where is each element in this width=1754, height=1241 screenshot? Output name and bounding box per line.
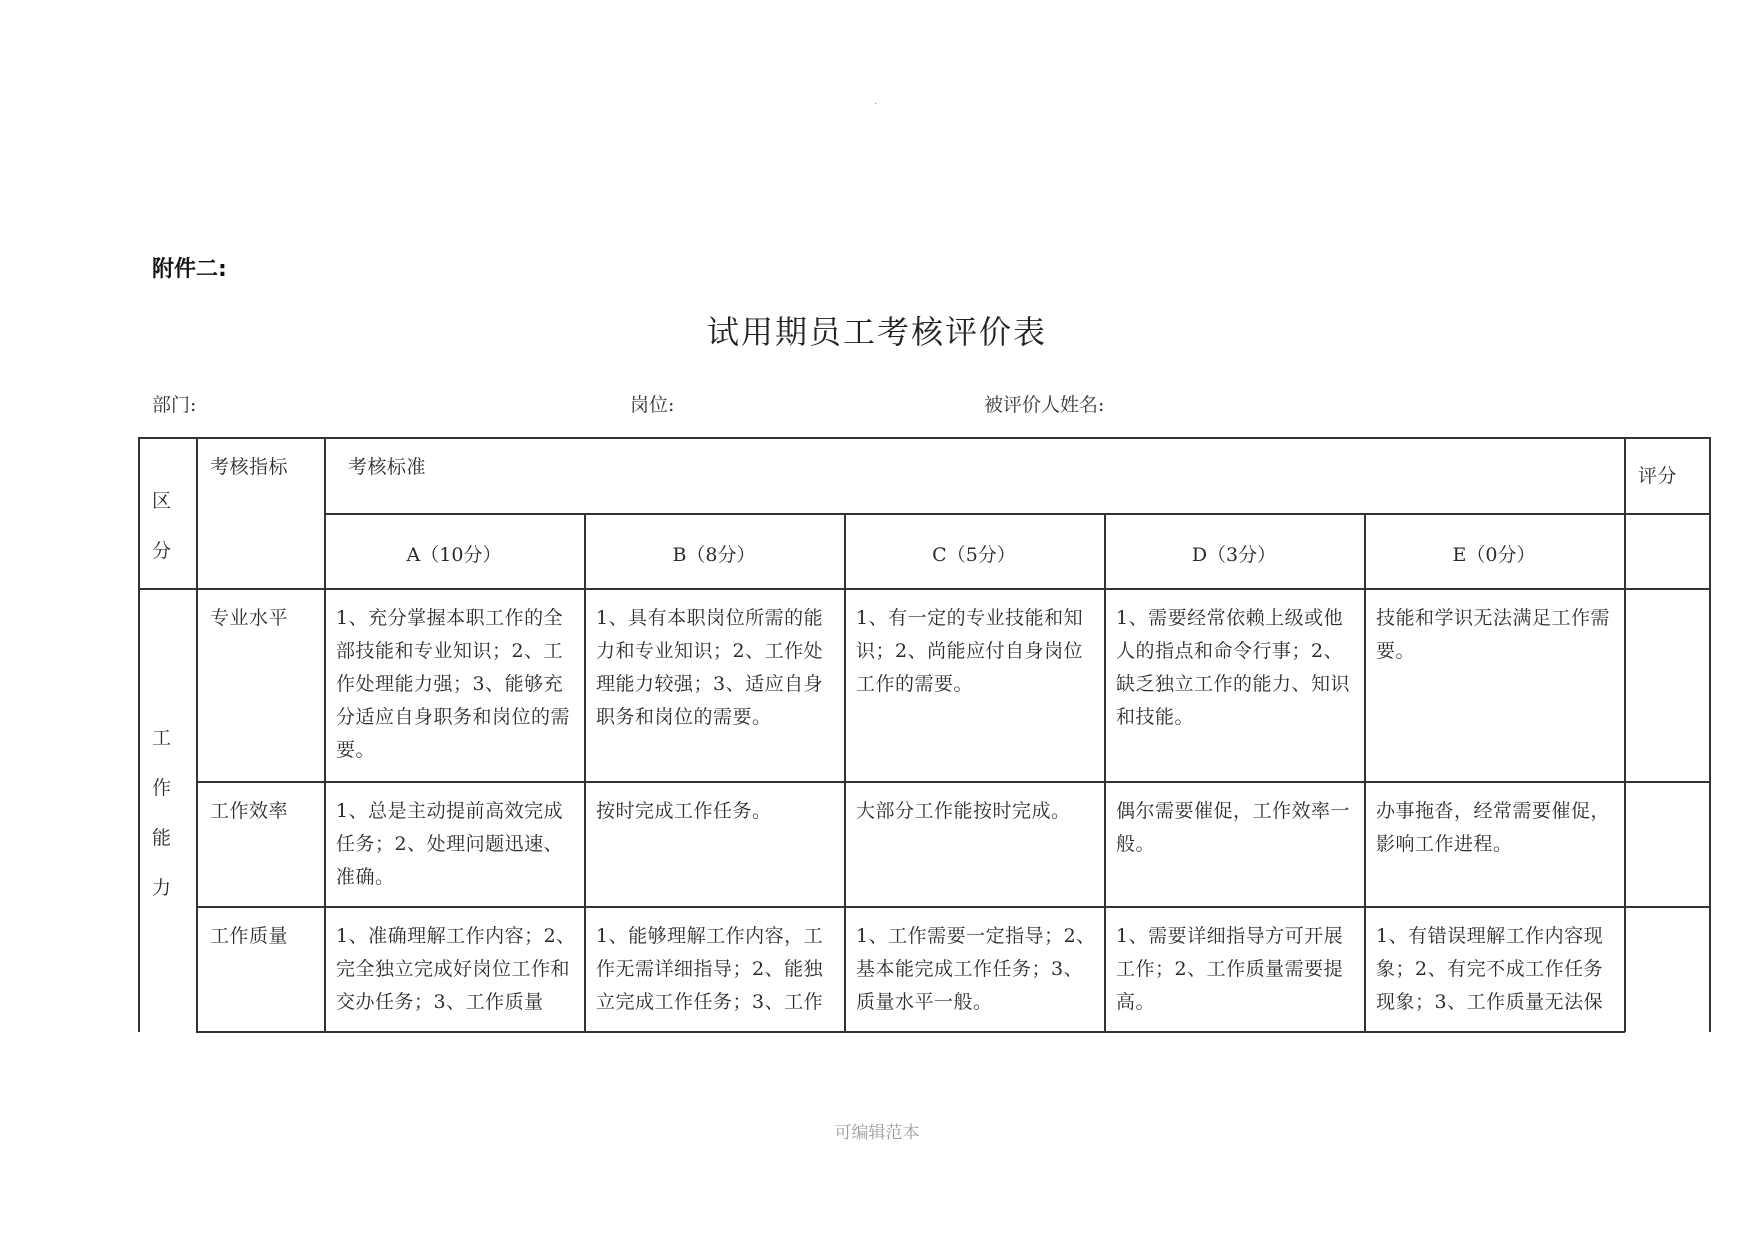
attachment-label: 附件二:: [152, 257, 227, 282]
column-divider-d: [1364, 513, 1366, 1032]
criteria-cell: 1、需要经常依赖上级或他人的指点和命令行事；2、缺乏独立工作的能力、知识和技能。: [1116, 607, 1351, 728]
department-field-label: 部门:: [152, 394, 197, 416]
section-zone-label: [152, 713, 171, 913]
criteria-cell: 大部分工作能按时完成。: [856, 800, 1071, 822]
criteria-cell: 1、充分掌握本职工作的全部技能和专业知识；2、工作处理能力强；3、能够充分适应自身职务和岗位的需要。: [336, 607, 571, 761]
evaluatee-name-field-label: 被评价人姓名:: [984, 394, 1105, 416]
row-divider-1: [196, 781, 1711, 783]
criteria-cell: 1、工作需要一定指导；2、基本能完成工作任务；3、质量水平一般。: [856, 925, 1096, 1013]
criteria-cell: 1、总是主动提前高效完成任务；2、处理问题迅速、准确。: [336, 800, 564, 888]
criteria-cell: 按时完成工作任务。: [596, 800, 772, 822]
column-divider-e: [1624, 437, 1626, 1032]
criteria-cell: 1、有错误理解工作内容现象；2、有完不成工作任务现象；3、工作质量无法保: [1376, 925, 1604, 1013]
table-border-right: [1709, 437, 1711, 1032]
column-divider-zone: [196, 437, 198, 1032]
section-zone-char: 作: [152, 777, 172, 799]
row-divider-2: [196, 906, 1711, 908]
indicator-work-efficiency: 工作效率: [210, 800, 289, 822]
column-divider-b: [844, 513, 846, 1032]
header-bottom-border: [138, 588, 1711, 590]
section-zone-char: 力: [152, 877, 172, 899]
criteria-cell: 办事拖沓，经常需要催促，影响工作进程。: [1376, 800, 1611, 855]
criteria-cell: 1、有一定的专业技能和知识；2、尚能应付自身岗位工作的需要。: [856, 607, 1084, 695]
indicator-professional-level: 专业水平: [210, 607, 289, 629]
row-divider-3: [196, 1031, 1625, 1033]
footer-watermark-text: 可编辑范本: [834, 1123, 920, 1143]
table-border-left: [138, 437, 140, 1032]
zone-header-char: 分: [152, 540, 172, 562]
criteria-cell: 1、准确理解工作内容；2、完全独立完成好岗位工作和交办任务；3、工作质量: [336, 925, 576, 1013]
table-border-top: [138, 437, 1711, 439]
indicator-header: 考核指标: [210, 456, 289, 478]
grade-header-a: A（10分）: [406, 544, 502, 566]
indicator-work-quality: 工作质量: [210, 925, 289, 947]
section-zone-char: 工: [152, 727, 172, 749]
section-zone-char: 能: [152, 827, 172, 849]
score-header: 评分: [1638, 465, 1678, 487]
criteria-cell: 1、能够理解工作内容，工作无需详细指导；2、能独立完成工作任务；3、工作: [596, 925, 824, 1013]
grade-header-d: D（3分）: [1191, 544, 1277, 566]
column-divider-a: [584, 513, 586, 1032]
top-mark: .: [874, 96, 878, 107]
column-divider-c: [1104, 513, 1106, 1032]
criteria-cell: 1、需要详细指导方可开展工作；2、工作质量需要提高。: [1116, 925, 1344, 1013]
page-title: 试用期员工考核评价表: [706, 313, 1047, 351]
zone-header: [152, 476, 171, 576]
criteria-cell: 技能和学识无法满足工作需要。: [1376, 607, 1611, 662]
position-field-label: 岗位:: [630, 394, 675, 416]
criteria-cell: 偶尔需要催促，工作效率一般。: [1116, 800, 1351, 855]
zone-header-char: 区: [152, 490, 172, 512]
grade-header-divider: [324, 513, 1711, 515]
grade-header-b: B（8分）: [672, 544, 756, 566]
criteria-cell: 1、具有本职岗位所需的能力和专业知识；2、工作处理能力较强；3、适应自身职务和岗位的需要。: [596, 607, 824, 728]
standard-header: 考核标准: [348, 456, 427, 478]
grade-header-e: E（0分）: [1452, 544, 1536, 566]
column-divider-indicator: [324, 437, 326, 1032]
grade-header-c: C（5分）: [932, 544, 1016, 566]
